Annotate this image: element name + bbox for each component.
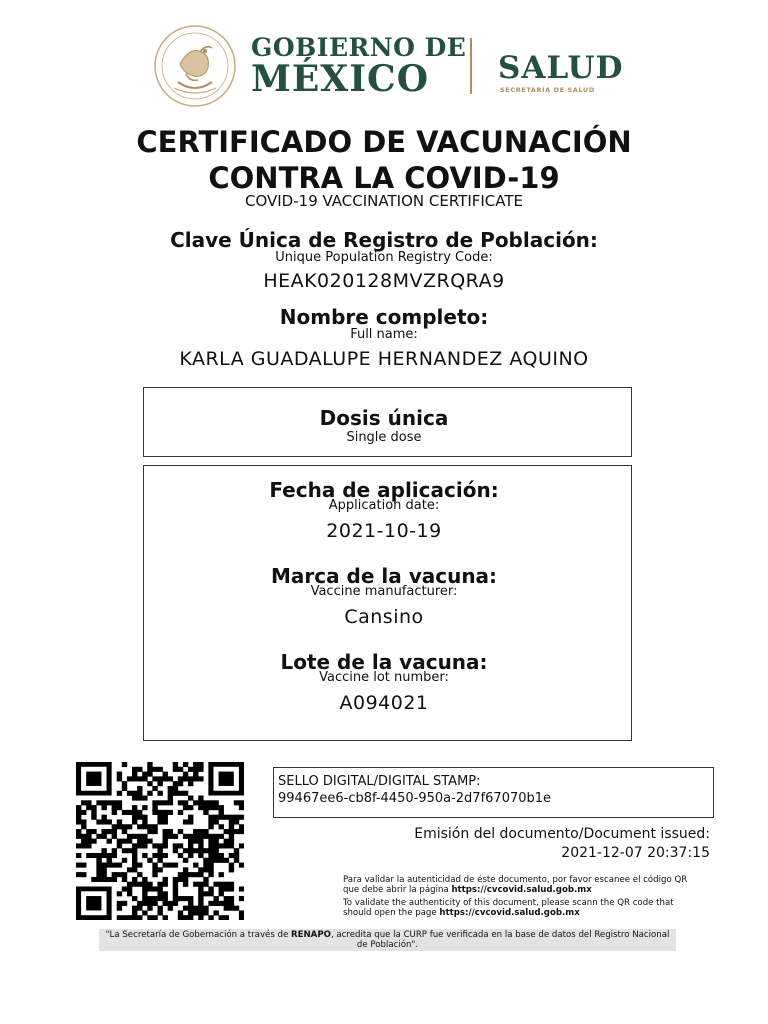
application-date-label-english: Application date: bbox=[328, 498, 440, 513]
validation-note-english bbox=[343, 899, 703, 918]
curp-value: HEAK020128MVZRQRA9 bbox=[263, 270, 505, 292]
vaccine-brand-label: Marca de la vacuna: bbox=[270, 564, 498, 588]
digital-stamp-label: SELLO DIGITAL/DIGITAL STAMP: bbox=[278, 774, 481, 789]
dose-label-english: Single dose bbox=[346, 430, 422, 445]
gobierno-de-text: GOBIERNO DE bbox=[251, 33, 467, 62]
mexico-coat-of-arms-seal bbox=[150, 24, 240, 108]
application-date-value: 2021-10-19 bbox=[326, 520, 442, 542]
renapo-notice bbox=[99, 929, 676, 951]
issued-value: 2021-12-07 20:37:15 bbox=[561, 845, 710, 861]
renapo-text-post: , acredita que la CURP fue verificada en la base de datos del Registro Nacional de Población". bbox=[330, 930, 670, 950]
curp-label-english: Unique Population Registry Code: bbox=[275, 250, 493, 265]
full-name-label: Nombre completo: bbox=[279, 305, 489, 329]
vaccine-lot-label-english: Vaccine lot number: bbox=[319, 670, 449, 685]
validation-url-es[interactable]: https://cvcovid.salud.gob.mx bbox=[451, 884, 592, 895]
qr-code bbox=[76, 762, 244, 920]
vaccine-brand-label-english: Vaccine manufacturer: bbox=[310, 584, 458, 599]
digital-stamp-box bbox=[273, 767, 714, 818]
application-date-label: Fecha de aplicación: bbox=[269, 478, 499, 502]
header-divider bbox=[470, 38, 472, 94]
validation-text-en: To validate the authenticity of this document, please scann the QR code that should open the page bbox=[343, 898, 674, 918]
dose-label: Dosis única bbox=[319, 406, 449, 430]
vaccine-brand-value: Cansino bbox=[344, 606, 424, 628]
renapo-text-pre: "La Secretaría de Gobernación a través de bbox=[105, 930, 291, 940]
salud-text: SALUD bbox=[498, 50, 624, 86]
issued-label: Emisión del documento/Document issued: bbox=[414, 826, 710, 842]
vaccine-lot-value: A094021 bbox=[339, 692, 429, 714]
curp-label: Clave Única de Registro de Población: bbox=[170, 228, 598, 252]
vaccine-lot-label: Lote de la vacuna: bbox=[280, 650, 488, 674]
full-name-value: KARLA GUADALUPE HERNANDEZ AQUINO bbox=[179, 348, 589, 370]
validation-text-es: Para validar la autenticidad de éste documento, por favor escanee el código QR que debe abrir la página bbox=[343, 875, 688, 895]
renapo-bold: RENAPO bbox=[291, 930, 331, 940]
certificate-title-line1: CERTIFICADO DE VACUNACIÓN bbox=[136, 125, 632, 159]
full-name-label-english: Full name: bbox=[350, 327, 418, 342]
certificate-title-line2: CONTRA LA COVID-19 bbox=[208, 161, 560, 195]
secretaria-de-salud-text: SECRETARÍA DE SALUD bbox=[500, 86, 595, 94]
digital-stamp-value: 99467ee6-cb8f-4450-950a-2d7f67070b1e bbox=[278, 791, 552, 806]
certificate-title-english: COVID-19 VACCINATION CERTIFICATE bbox=[244, 192, 524, 210]
validation-note-spanish bbox=[343, 876, 703, 895]
validation-url-en[interactable]: https://cvcovid.salud.gob.mx bbox=[439, 907, 580, 918]
mexico-text: MÉXICO bbox=[251, 58, 430, 100]
